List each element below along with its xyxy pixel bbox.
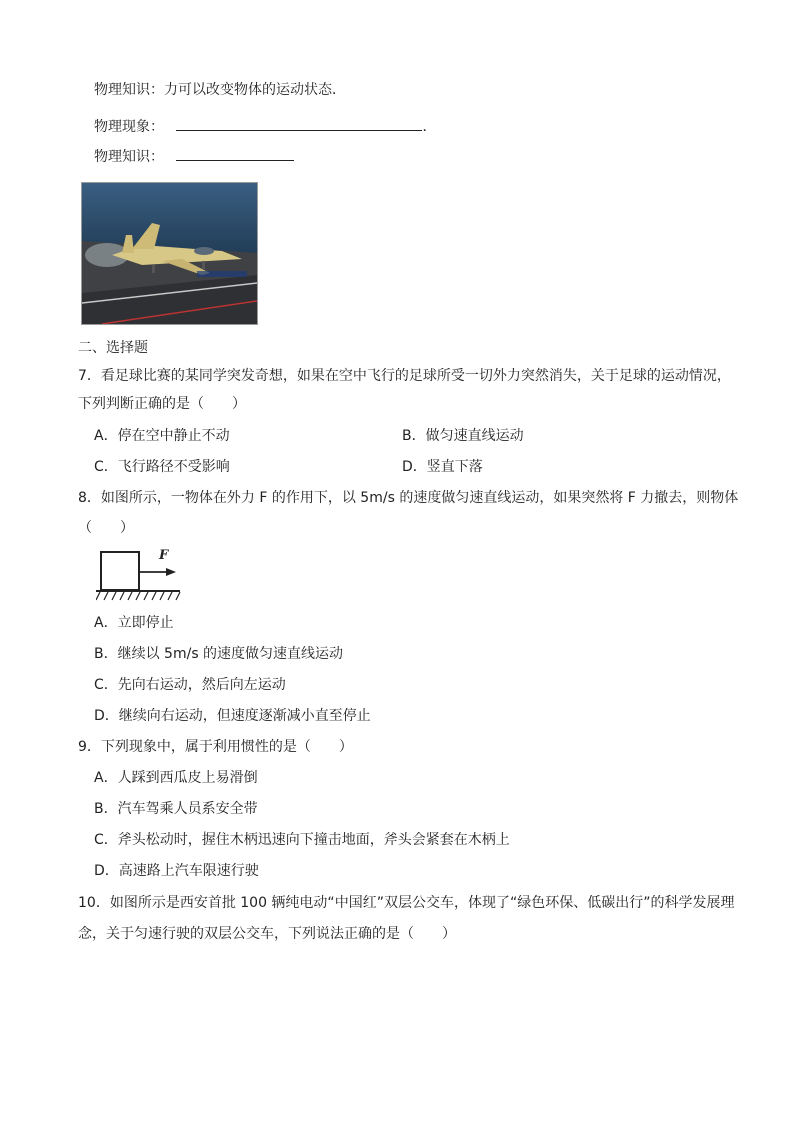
knowledge2-blank[interactable] (176, 144, 294, 161)
carrier-jet-image (82, 183, 257, 324)
q9-option-b[interactable]: B．汽车驾乘人员系安全带 (94, 801, 258, 817)
phenomenon-end: ． (422, 119, 437, 135)
carrier-jet-photo (81, 182, 258, 325)
ground-hatching (96, 592, 180, 600)
q8-force-diagram (96, 548, 186, 604)
q7-option-d[interactable]: D．竖直下落 (402, 459, 483, 475)
q8-option-c[interactable]: C．先向右运动，然后向左运动 (94, 677, 286, 693)
q8-option-d[interactable]: D．继续向右运动，但速度逐渐减小直至停止 (94, 708, 371, 724)
q7-stem-line-1: 7．看足球比赛的某同学突发奇想，如果在空中飞行的足球所受一切外力突然消失，关于足球的运动情况， (78, 368, 731, 384)
q7-option-c[interactable]: C．飞行路径不受影响 (94, 459, 230, 475)
q7-option-b[interactable]: B．做匀速直线运动 (402, 428, 524, 444)
knowledge-line-2 (94, 144, 294, 167)
block-shape (101, 552, 139, 590)
phenomenon-line (94, 114, 436, 137)
knowledge2-label: 物理知识： (94, 149, 164, 165)
phenomenon-blank[interactable] (176, 114, 422, 131)
force-arrowhead (166, 568, 176, 576)
q9-option-d[interactable]: D．高速路上汽车限速行驶 (94, 863, 259, 879)
q10-stem-line-1: 10．如图所示是西安首批 100 辆纯电动“中国红”双层公交车，体现了“绿色环保、低碳出行”的科学发展理 (78, 895, 735, 911)
q8-option-b[interactable]: B．继续以 5m/s 的速度做匀速直线运动 (94, 646, 344, 662)
q9-option-a[interactable]: A．人踩到西瓜皮上易滑倒 (94, 770, 258, 786)
section-header-choice: 二、选择题 (78, 340, 148, 356)
phenomenon-label: 物理现象： (94, 119, 164, 135)
q7-stem-line-2: 下列判断正确的是（ ） (78, 396, 246, 412)
q7-option-a[interactable]: A．停在空中静止不动 (94, 428, 230, 444)
q8-stem-line-2: （ ） (78, 520, 134, 536)
force-label: F (159, 548, 169, 563)
q10-stem-line-2: 念，关于匀速行驶的双层公交车，下列说法正确的是（ ） (78, 926, 456, 942)
q9-stem: 9．下列现象中，属于利用惯性的是（ ） (78, 739, 353, 755)
q8-stem-line-1: 8．如图所示，一物体在外力 F 的作用下，以 5m/s 的速度做匀速直线运动，如果突然将 F 力撤去，则物体 (78, 490, 739, 506)
q8-option-a[interactable]: A．立即停止 (94, 615, 174, 631)
q9-option-c[interactable]: C．斧头松动时，握住木柄迅速向下撞击地面，斧头会紧套在木柄上 (94, 832, 510, 848)
knowledge-line-1: 物理知识：力可以改变物体的运动状态． (94, 82, 346, 98)
